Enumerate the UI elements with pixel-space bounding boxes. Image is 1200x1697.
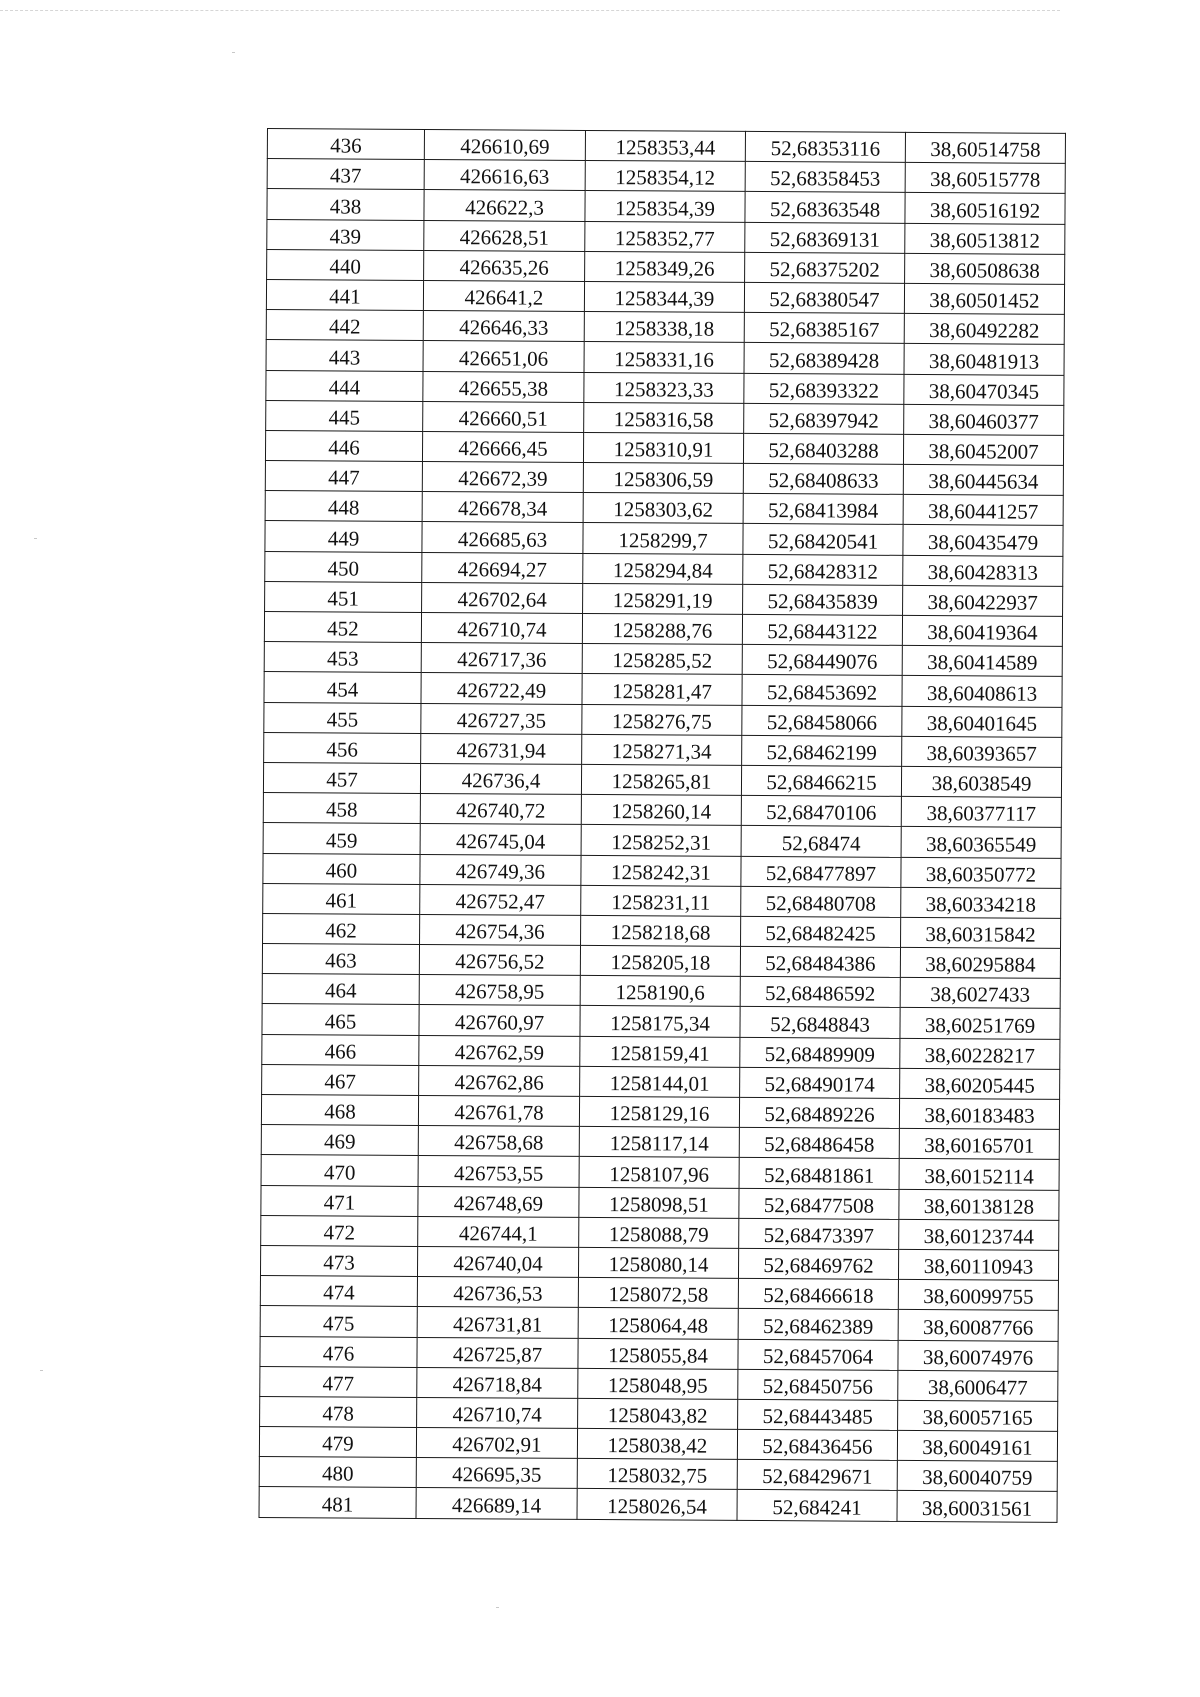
x-coordinate-cell: 426740,72 (420, 794, 581, 825)
y-coordinate-cell: 1258291,19 (583, 583, 743, 614)
longitude-cell: 38,60099755 (898, 1280, 1058, 1311)
table-row (262, 1034, 1060, 1069)
y-coordinate-cell: 1258331,16 (584, 342, 744, 373)
table-row (263, 913, 1061, 948)
point-number-cell: 438 (267, 189, 424, 220)
point-number-cell: 439 (267, 219, 424, 250)
point-number-cell: 465 (262, 1004, 419, 1035)
y-coordinate-cell: 1258026,54 (577, 1489, 737, 1520)
latitude-cell: 52,68380547 (744, 282, 904, 313)
y-coordinate-cell: 1258038,42 (577, 1428, 737, 1459)
point-number-cell: 468 (261, 1094, 418, 1125)
x-coordinate-cell: 426736,53 (417, 1277, 578, 1308)
y-coordinate-cell: 1258276,75 (582, 704, 742, 735)
point-number-cell: 469 (261, 1125, 418, 1156)
longitude-cell: 38,60228217 (900, 1038, 1060, 1069)
longitude-cell: 38,60435479 (903, 525, 1063, 556)
point-number-cell: 458 (263, 793, 420, 824)
x-coordinate-cell: 426635,26 (424, 250, 585, 281)
longitude-cell: 38,60087766 (898, 1310, 1058, 1341)
latitude-cell: 52,68469762 (738, 1248, 898, 1279)
x-coordinate-cell: 426749,36 (420, 854, 581, 885)
latitude-cell: 52,68429671 (737, 1460, 897, 1491)
y-coordinate-cell: 1258098,51 (579, 1187, 739, 1218)
y-coordinate-cell: 1258316,58 (584, 402, 744, 433)
scan-speck (34, 538, 37, 539)
x-coordinate-cell: 426666,45 (422, 431, 583, 462)
x-coordinate-cell: 426725,87 (417, 1337, 578, 1368)
longitude-cell: 38,60441257 (903, 495, 1063, 526)
point-number-cell: 446 (265, 430, 422, 461)
table-row (259, 1457, 1057, 1492)
x-coordinate-cell: 426758,68 (418, 1126, 579, 1157)
longitude-cell: 38,60501452 (904, 283, 1064, 314)
y-coordinate-cell: 1258064,48 (578, 1308, 738, 1339)
longitude-cell: 38,60414589 (902, 646, 1062, 677)
x-coordinate-cell: 426610,69 (424, 129, 585, 160)
latitude-cell: 52,68450756 (738, 1369, 898, 1400)
longitude-cell: 38,60393657 (902, 736, 1062, 767)
latitude-cell: 52,68466618 (738, 1279, 898, 1310)
latitude-cell: 52,68385167 (744, 313, 904, 344)
latitude-cell: 52,68436456 (737, 1429, 897, 1460)
point-number-cell: 444 (266, 370, 423, 401)
latitude-cell: 52,68489909 (740, 1037, 900, 1068)
point-number-cell: 460 (263, 853, 420, 884)
x-coordinate-cell: 426731,94 (421, 733, 582, 764)
y-coordinate-cell: 1258352,77 (585, 221, 745, 252)
x-coordinate-cell: 426758,95 (419, 975, 580, 1006)
x-coordinate-cell: 426754,36 (420, 914, 581, 945)
y-coordinate-cell: 1258353,44 (585, 130, 745, 161)
point-number-cell: 447 (265, 461, 422, 492)
point-number-cell: 464 (262, 974, 419, 1005)
table-row (265, 491, 1063, 526)
scan-speck (496, 1607, 499, 1608)
latitude-cell: 52,68393322 (744, 373, 904, 404)
table-row (260, 1245, 1058, 1280)
latitude-cell: 52,68453692 (742, 675, 902, 706)
x-coordinate-cell: 426748,69 (418, 1186, 579, 1217)
point-number-cell: 456 (264, 732, 421, 763)
table-row (259, 1427, 1057, 1462)
longitude-cell: 38,60515778 (905, 163, 1065, 194)
longitude-cell: 38,60513812 (905, 223, 1065, 254)
latitude-cell: 52,684241 (737, 1490, 897, 1521)
x-coordinate-cell: 426651,06 (423, 341, 584, 372)
table-row (263, 823, 1061, 858)
y-coordinate-cell: 1258285,52 (582, 644, 742, 675)
longitude-cell: 38,60445634 (903, 464, 1063, 495)
table-row (265, 521, 1063, 556)
table-row (265, 430, 1063, 465)
point-number-cell: 477 (260, 1366, 417, 1397)
table-row (262, 944, 1060, 979)
scan-speck (40, 1370, 43, 1371)
longitude-cell: 38,60514758 (905, 132, 1065, 163)
y-coordinate-cell: 1258338,18 (584, 312, 744, 343)
y-coordinate-cell: 1258088,79 (579, 1217, 739, 1248)
table-row (259, 1487, 1057, 1522)
point-number-cell: 453 (264, 642, 421, 673)
x-coordinate-cell: 426622,3 (424, 190, 585, 221)
y-coordinate-cell: 1258107,96 (579, 1157, 739, 1188)
point-number-cell: 470 (261, 1155, 418, 1186)
table-row (263, 793, 1061, 828)
longitude-cell: 38,60365549 (901, 827, 1061, 858)
latitude-cell: 52,6848843 (740, 1007, 900, 1038)
x-coordinate-cell: 426722,49 (421, 673, 582, 704)
latitude-cell: 52,68413984 (743, 494, 903, 525)
x-coordinate-cell: 426762,59 (419, 1035, 580, 1066)
latitude-cell: 52,68358453 (745, 162, 905, 193)
point-number-cell: 437 (267, 159, 424, 190)
point-number-cell: 436 (267, 129, 424, 160)
point-number-cell: 449 (265, 521, 422, 552)
table-row (264, 611, 1062, 646)
x-coordinate-cell: 426710,74 (417, 1397, 578, 1428)
point-number-cell: 481 (259, 1487, 416, 1518)
x-coordinate-cell: 426761,78 (418, 1095, 579, 1126)
point-number-cell: 463 (262, 944, 419, 975)
table-row (260, 1306, 1058, 1341)
scan-speck (232, 52, 235, 53)
y-coordinate-cell: 1258055,84 (578, 1338, 738, 1369)
x-coordinate-cell: 426727,35 (421, 703, 582, 734)
longitude-cell: 38,60481913 (904, 344, 1064, 375)
y-coordinate-cell: 1258231,11 (581, 885, 741, 916)
latitude-cell: 52,68480708 (741, 886, 901, 917)
x-coordinate-cell: 426718,84 (417, 1367, 578, 1398)
table-row (266, 400, 1064, 435)
y-coordinate-cell: 1258288,76 (582, 613, 742, 644)
y-coordinate-cell: 1258354,12 (585, 161, 745, 192)
y-coordinate-cell: 1258323,33 (584, 372, 744, 403)
latitude-cell: 52,68457064 (738, 1339, 898, 1370)
point-number-cell: 480 (259, 1457, 416, 1488)
point-number-cell: 440 (267, 249, 424, 280)
y-coordinate-cell: 1258260,14 (581, 795, 741, 826)
y-coordinate-cell: 1258080,14 (578, 1247, 738, 1278)
point-number-cell: 454 (264, 672, 421, 703)
longitude-cell: 38,60508638 (905, 253, 1065, 284)
x-coordinate-cell: 426702,91 (416, 1428, 577, 1459)
longitude-cell: 38,60057165 (898, 1400, 1058, 1431)
coordinates-table-body (259, 129, 1065, 1522)
y-coordinate-cell: 1258175,34 (580, 1006, 740, 1037)
longitude-cell: 38,60251769 (900, 1008, 1060, 1039)
y-coordinate-cell: 1258299,7 (583, 523, 743, 554)
table-row (260, 1396, 1058, 1431)
latitude-cell: 52,68470106 (741, 796, 901, 827)
longitude-cell: 38,60428313 (903, 555, 1063, 586)
x-coordinate-cell: 426710,74 (421, 612, 582, 643)
table-row (262, 974, 1060, 1009)
table-row (261, 1185, 1059, 1220)
point-number-cell: 443 (266, 340, 423, 371)
y-coordinate-cell: 1258072,58 (578, 1278, 738, 1309)
table-row (262, 1004, 1060, 1039)
longitude-cell: 38,60419364 (902, 615, 1062, 646)
point-number-cell: 478 (260, 1396, 417, 1427)
latitude-cell: 52,68486458 (739, 1128, 899, 1159)
table-row (266, 340, 1064, 375)
latitude-cell: 52,68408633 (743, 463, 903, 494)
table-row (262, 1064, 1060, 1099)
y-coordinate-cell: 1258043,82 (578, 1398, 738, 1429)
point-number-cell: 466 (262, 1034, 419, 1065)
y-coordinate-cell: 1258310,91 (583, 432, 743, 463)
latitude-cell: 52,68477897 (741, 856, 901, 887)
latitude-cell: 52,68369131 (745, 222, 905, 253)
table-row (260, 1366, 1058, 1401)
table-row (264, 732, 1062, 767)
coordinates-table (259, 128, 1066, 1522)
y-coordinate-cell: 1258144,01 (580, 1066, 740, 1097)
latitude-cell: 52,68428312 (743, 554, 903, 585)
table-row (261, 1094, 1059, 1129)
point-number-cell: 471 (261, 1185, 418, 1216)
y-coordinate-cell: 1258117,14 (579, 1127, 739, 1158)
latitude-cell: 52,68477508 (739, 1188, 899, 1219)
longitude-cell: 38,60422937 (903, 585, 1063, 616)
latitude-cell: 52,68458066 (742, 705, 902, 736)
point-number-cell: 452 (264, 611, 421, 642)
table-row (267, 219, 1065, 254)
point-number-cell: 479 (259, 1427, 416, 1458)
longitude-cell: 38,6038549 (901, 766, 1061, 797)
latitude-cell: 52,68489226 (739, 1097, 899, 1128)
longitude-cell: 38,60049161 (897, 1430, 1057, 1461)
point-number-cell: 457 (263, 762, 420, 793)
table-row (266, 310, 1064, 345)
longitude-cell: 38,60408613 (902, 676, 1062, 707)
latitude-cell: 52,68481861 (739, 1158, 899, 1189)
point-number-cell: 472 (261, 1215, 418, 1246)
latitude-cell: 52,68363548 (745, 192, 905, 223)
longitude-cell: 38,60138128 (899, 1189, 1059, 1220)
table-row (261, 1155, 1059, 1190)
y-coordinate-cell: 1258048,95 (578, 1368, 738, 1399)
y-coordinate-cell: 1258349,26 (585, 251, 745, 282)
longitude-cell: 38,60492282 (904, 314, 1064, 345)
table-row (267, 129, 1065, 164)
x-coordinate-cell: 426736,4 (420, 763, 581, 794)
x-coordinate-cell: 426740,04 (417, 1246, 578, 1277)
point-number-cell: 459 (263, 823, 420, 854)
point-number-cell: 441 (266, 279, 423, 310)
y-coordinate-cell: 1258032,75 (577, 1459, 737, 1490)
point-number-cell: 473 (260, 1245, 417, 1276)
y-coordinate-cell: 1258129,16 (579, 1096, 739, 1127)
table-row (263, 762, 1061, 797)
y-coordinate-cell: 1258344,39 (584, 281, 744, 312)
latitude-cell: 52,68397942 (744, 403, 904, 434)
y-coordinate-cell: 1258281,47 (582, 674, 742, 705)
table-row (265, 461, 1063, 496)
latitude-cell: 52,68490174 (740, 1067, 900, 1098)
latitude-cell: 52,68435839 (743, 584, 903, 615)
latitude-cell: 52,68443122 (742, 614, 902, 645)
x-coordinate-cell: 426745,04 (420, 824, 581, 855)
x-coordinate-cell: 426655,38 (423, 371, 584, 402)
point-number-cell: 476 (260, 1336, 417, 1367)
x-coordinate-cell: 426646,33 (423, 311, 584, 342)
latitude-cell: 52,68420541 (743, 524, 903, 555)
x-coordinate-cell: 426641,2 (423, 280, 584, 311)
point-number-cell: 475 (260, 1306, 417, 1337)
point-number-cell: 450 (265, 551, 422, 582)
latitude-cell: 52,68462389 (738, 1309, 898, 1340)
y-coordinate-cell: 1258190,6 (580, 976, 740, 1007)
longitude-cell: 38,6006477 (898, 1370, 1058, 1401)
longitude-cell: 38,60152114 (899, 1159, 1059, 1190)
table-row (265, 551, 1063, 586)
x-coordinate-cell: 426660,51 (423, 401, 584, 432)
x-coordinate-cell: 426678,34 (422, 492, 583, 523)
x-coordinate-cell: 426702,64 (422, 582, 583, 613)
point-number-cell: 445 (266, 400, 423, 431)
scan-edge-line (0, 10, 1060, 11)
point-number-cell: 451 (265, 581, 422, 612)
latitude-cell: 52,68443485 (738, 1399, 898, 1430)
y-coordinate-cell: 1258271,34 (582, 734, 742, 765)
latitude-cell: 52,68473397 (739, 1218, 899, 1249)
table-row (260, 1336, 1058, 1371)
table-row (266, 370, 1064, 405)
longitude-cell: 38,6027433 (900, 978, 1060, 1009)
table-row (264, 702, 1062, 737)
x-coordinate-cell: 426753,55 (418, 1156, 579, 1187)
table-row (267, 189, 1065, 224)
longitude-cell: 38,60452007 (903, 434, 1063, 465)
latitude-cell: 52,68484386 (740, 946, 900, 977)
longitude-cell: 38,60470345 (904, 374, 1064, 405)
point-number-cell: 461 (263, 883, 420, 914)
y-coordinate-cell: 1258306,59 (583, 463, 743, 494)
x-coordinate-cell: 426672,39 (422, 462, 583, 493)
table-row (261, 1215, 1059, 1250)
point-number-cell: 442 (266, 310, 423, 341)
longitude-cell: 38,60516192 (905, 193, 1065, 224)
longitude-cell: 38,60110943 (898, 1249, 1058, 1280)
longitude-cell: 38,60401645 (902, 706, 1062, 737)
table-row (264, 642, 1062, 677)
x-coordinate-cell: 426717,36 (421, 643, 582, 674)
x-coordinate-cell: 426685,63 (422, 522, 583, 553)
table-row (263, 853, 1061, 888)
table-row (260, 1276, 1058, 1311)
point-number-cell: 462 (263, 913, 420, 944)
x-coordinate-cell: 426744,1 (418, 1216, 579, 1247)
y-coordinate-cell: 1258242,31 (581, 855, 741, 886)
point-number-cell: 474 (260, 1276, 417, 1307)
longitude-cell: 38,60183483 (899, 1098, 1059, 1129)
latitude-cell: 52,68486592 (740, 977, 900, 1008)
longitude-cell: 38,60295884 (900, 947, 1060, 978)
longitude-cell: 38,60460377 (904, 404, 1064, 435)
x-coordinate-cell: 426689,14 (416, 1488, 577, 1519)
x-coordinate-cell: 426695,35 (416, 1458, 577, 1489)
longitude-cell: 38,60040759 (897, 1461, 1057, 1492)
latitude-cell: 52,68482425 (741, 916, 901, 947)
x-coordinate-cell: 426756,52 (419, 945, 580, 976)
point-number-cell: 455 (264, 702, 421, 733)
x-coordinate-cell: 426628,51 (424, 220, 585, 251)
x-coordinate-cell: 426762,86 (419, 1065, 580, 1096)
latitude-cell: 52,68403288 (743, 433, 903, 464)
table-row (263, 883, 1061, 918)
longitude-cell: 38,60315842 (901, 917, 1061, 948)
y-coordinate-cell: 1258294,84 (583, 553, 743, 584)
x-coordinate-cell: 426694,27 (422, 552, 583, 583)
table-row (265, 581, 1063, 616)
x-coordinate-cell: 426616,63 (424, 160, 585, 191)
y-coordinate-cell: 1258354,39 (585, 191, 745, 222)
latitude-cell: 52,68389428 (744, 343, 904, 374)
point-number-cell: 467 (262, 1064, 419, 1095)
longitude-cell: 38,60165701 (899, 1129, 1059, 1160)
latitude-cell: 52,68449076 (742, 645, 902, 676)
x-coordinate-cell: 426731,81 (417, 1307, 578, 1338)
longitude-cell: 38,60377117 (901, 797, 1061, 828)
table-row (266, 279, 1064, 314)
longitude-cell: 38,60074976 (898, 1340, 1058, 1371)
longitude-cell: 38,60350772 (901, 857, 1061, 888)
table-row (267, 249, 1065, 284)
table-row (261, 1125, 1059, 1160)
longitude-cell: 38,60031561 (897, 1491, 1057, 1522)
latitude-cell: 52,68466215 (741, 765, 901, 796)
latitude-cell: 52,68462199 (742, 735, 902, 766)
y-coordinate-cell: 1258265,81 (581, 764, 741, 795)
latitude-cell: 52,68375202 (745, 252, 905, 283)
table-row (267, 159, 1065, 194)
y-coordinate-cell: 1258252,31 (581, 825, 741, 856)
point-number-cell: 448 (265, 491, 422, 522)
x-coordinate-cell: 426760,97 (419, 1005, 580, 1036)
latitude-cell: 52,68474 (741, 826, 901, 857)
longitude-cell: 38,60205445 (900, 1068, 1060, 1099)
table-row (264, 672, 1062, 707)
latitude-cell: 52,68353116 (745, 131, 905, 162)
longitude-cell: 38,60334218 (901, 887, 1061, 918)
y-coordinate-cell: 1258303,62 (583, 493, 743, 524)
y-coordinate-cell: 1258218,68 (581, 915, 741, 946)
longitude-cell: 38,60123744 (899, 1219, 1059, 1250)
x-coordinate-cell: 426752,47 (420, 884, 581, 915)
y-coordinate-cell: 1258205,18 (580, 945, 740, 976)
y-coordinate-cell: 1258159,41 (580, 1036, 740, 1067)
